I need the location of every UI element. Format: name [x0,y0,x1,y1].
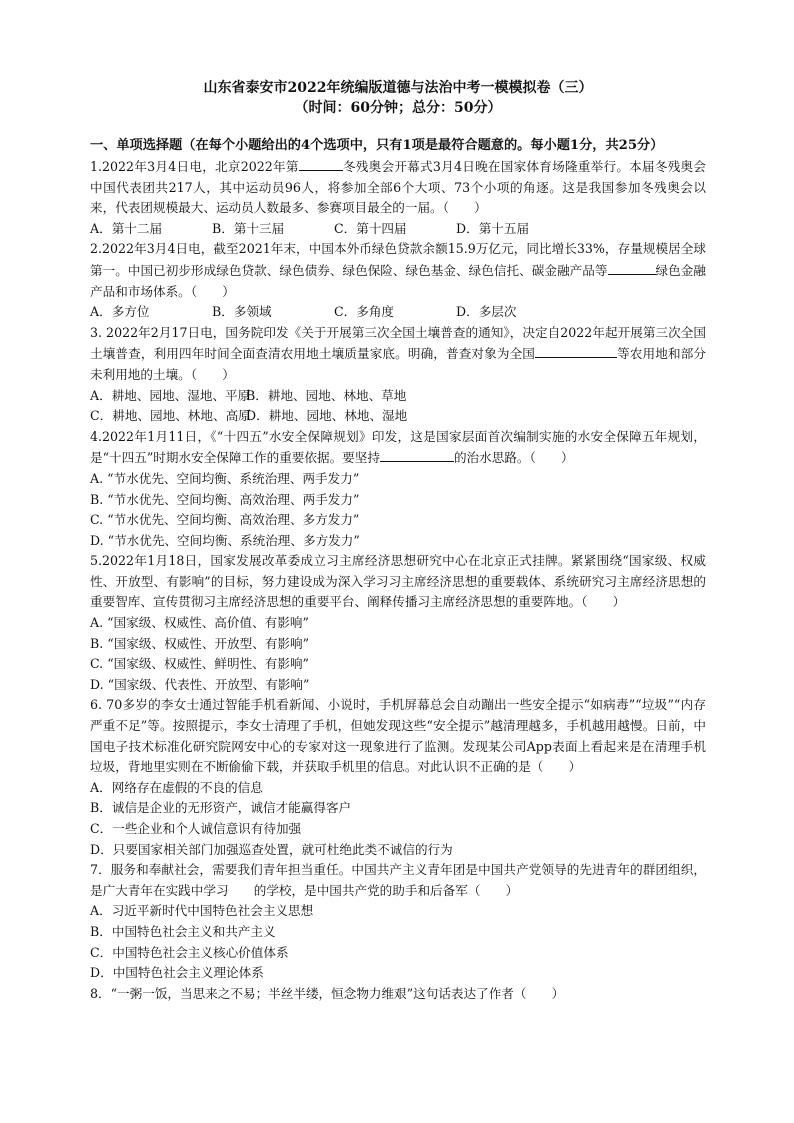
option-b: B．中国特色社会主义和共产主义 [90,923,276,939]
option-a: A．耕地、园地、湿地、平原 [90,387,251,403]
answer-blank [380,447,454,462]
question-2-options [90,302,706,323]
option-b: B．耕地、园地、林地、草地 [246,387,407,403]
exam-page [90,78,706,1004]
option-c: C．多角度 [334,304,395,320]
answer-blank [535,343,617,358]
question-2-stem-start: 2.2022年3月4日电，截至2021年末，中国本外币绿色贷款余额15.9万亿元，同比增长33%，存量规模居全球第一。中国已初步形成绿色贷款、绿色债券、绿色保险、绿色基金、绿色信托、碳金融产品等 [90,241,706,278]
question-4-stem [90,427,706,469]
option-b: B．第十三届 [212,220,285,236]
option-c: C. “国家级、权威性、鲜明性、有影响” [90,656,309,672]
option-c: C．中国特色社会主义核心价值体系 [90,944,289,960]
question-7-stem: 7．服务和奉献社会，需要我们青年担当重任。中国共产主义青年团是中国共产党领导的先进青年的群团组织，是广大青年在实践中学习 的学校，是中国共产党的助手和后备军（ ） [90,862,706,898]
option-b: B. “节水优先、空间均衡、高效治理、两手发力” [90,491,360,507]
question-2-stem-end: 绿色金融产品和市场体系。（ ） [90,262,707,299]
option-c: C．耕地、园地、林地、高原 [90,408,251,424]
question-1-options [90,219,706,240]
question-8-stem: 8．“一粥一饭，当思来之不易；半丝半缕，恒念物力维艰”这句话表达了作者（ ） [90,985,565,1001]
question-5-stem: 5.2022年1月18日，国家发展改革委成立习主席经济思想研究中心在北京正式挂牌。紧紧围绕“国家级、权威性、开放型、有影响”的目标，努力建设成为深入学习习主席经济思想的重要载体、系统研究习主席经济思想的重要智库、宣传贯彻习主席经济思想的重要平台、阐释传播习主席经济思想的重要阵地。（ ） [90,553,706,610]
option-d: D. “节水优先、空间均衡、系统治理、多方发力” [90,532,360,548]
question-3-stem [90,323,706,386]
option-b: B. “国家级、权威性、开放型、有影响” [90,635,310,651]
option-a: A．多方位 [90,304,150,320]
question-3-options-row-1 [90,386,706,407]
option-a: A．第十二届 [90,220,163,236]
option-d: D．中国特色社会主义理论体系 [90,965,264,981]
question-2-stem [90,239,706,302]
option-c: C．第十四届 [334,220,407,236]
question-3-options-row-2 [90,406,706,427]
exam-subtitle: （时间：60分钟；总分：50分） [294,100,502,116]
option-d: D．多层次 [456,304,517,320]
question-4-stem-start: 4.2022年1月11日，《“十四五”水安全保障规划》印发，这是国家层面首次编制实施的水安全保障五年规划，是“十四五”时期水安全保障工作的重要依据。要坚持 [90,428,706,466]
answer-blank [608,260,656,275]
option-a: A. “国家级、权威性、高价值、有影响” [90,615,309,631]
option-d: D．耕地、园地、林地、湿地 [246,408,408,424]
option-c: C．一些企业和个人诚信意识有待加强 [90,821,302,836]
question-6-stem: 6. 70多岁的李女士通过智能手机看新闻、小说时，手机屏幕总会自动蹦出一些安全提示“如病毒”“垃圾”“内存严重不足”等。按照提示，李女士清理了手机，但她发现这些“安全提示”越清理越多，手机越用越慢。日前，中国电子技术标准化研究院网安中心的专家对这一现象进行了监测。发现某公司App表面上看起来是在清理手机垃圾，背地里实则在不断偷偷下载，并获取手机里的信息。对此认识不正确的是（ ） [90,697,706,775]
question-1-stem-end: 冬残奥会开幕式3月4日晚在国家体育场隆重举行。本届冬残奥会中国代表团共217人，其中运动员96人，将参加全部6个大项、73个小项的角逐。这是我国参加冬残奥会以来，代表团规模最大、运动员人数最多、参赛项目最全的一届。（ ） [90,159,706,216]
option-c: C. “节水优先、空间均衡、高效治理、多方发力” [90,512,360,528]
question-1-stem-start: 1.2022年3月4日电，北京2022年第 [90,159,299,174]
option-b: B．多领域 [212,304,272,320]
option-a: A．网络存在虚假的不良的信息 [90,779,263,795]
option-d: D. “国家级、代表性、开放型、有影响” [90,676,310,692]
option-d: D．第十五届 [456,220,530,236]
answer-blank [299,156,343,171]
question-4-stem-end: 的治水思路。（ ） [453,450,574,466]
option-b: B．诚信是企业的无形资产，诚信才能赢得客户 [90,800,352,816]
option-d: D．只要国家相关部门加强巡查处置，就可杜绝此类不诚信的行为 [90,841,453,857]
option-a: A. “节水优先、空间均衡、系统治理、两手发力” [90,470,360,486]
section-heading: 一、单项选择题（在每个小题给出的4个选项中，只有1项是最符合题意的。每小题1分，共25分） [90,138,664,153]
question-3-stem-start: 3. 2022年2月17日电，国务院印发《关于开展第三次全国土壤普查的通知》，决定自2022年起开展第三次全国土壤普查，利用四年时间全面查清农用地土壤质量家底。明确，普查对象为全国 [90,324,706,362]
question-3-stem-end: 等农用地和部分未利用地的土壤。（ ） [90,346,707,382]
option-a: A．习近平新时代中国特色社会主义思想 [90,903,314,919]
question-1-stem [90,156,706,219]
exam-title: 山东省泰安市2022年统编版道德与法治中考一模模拟卷（三） [203,80,593,96]
